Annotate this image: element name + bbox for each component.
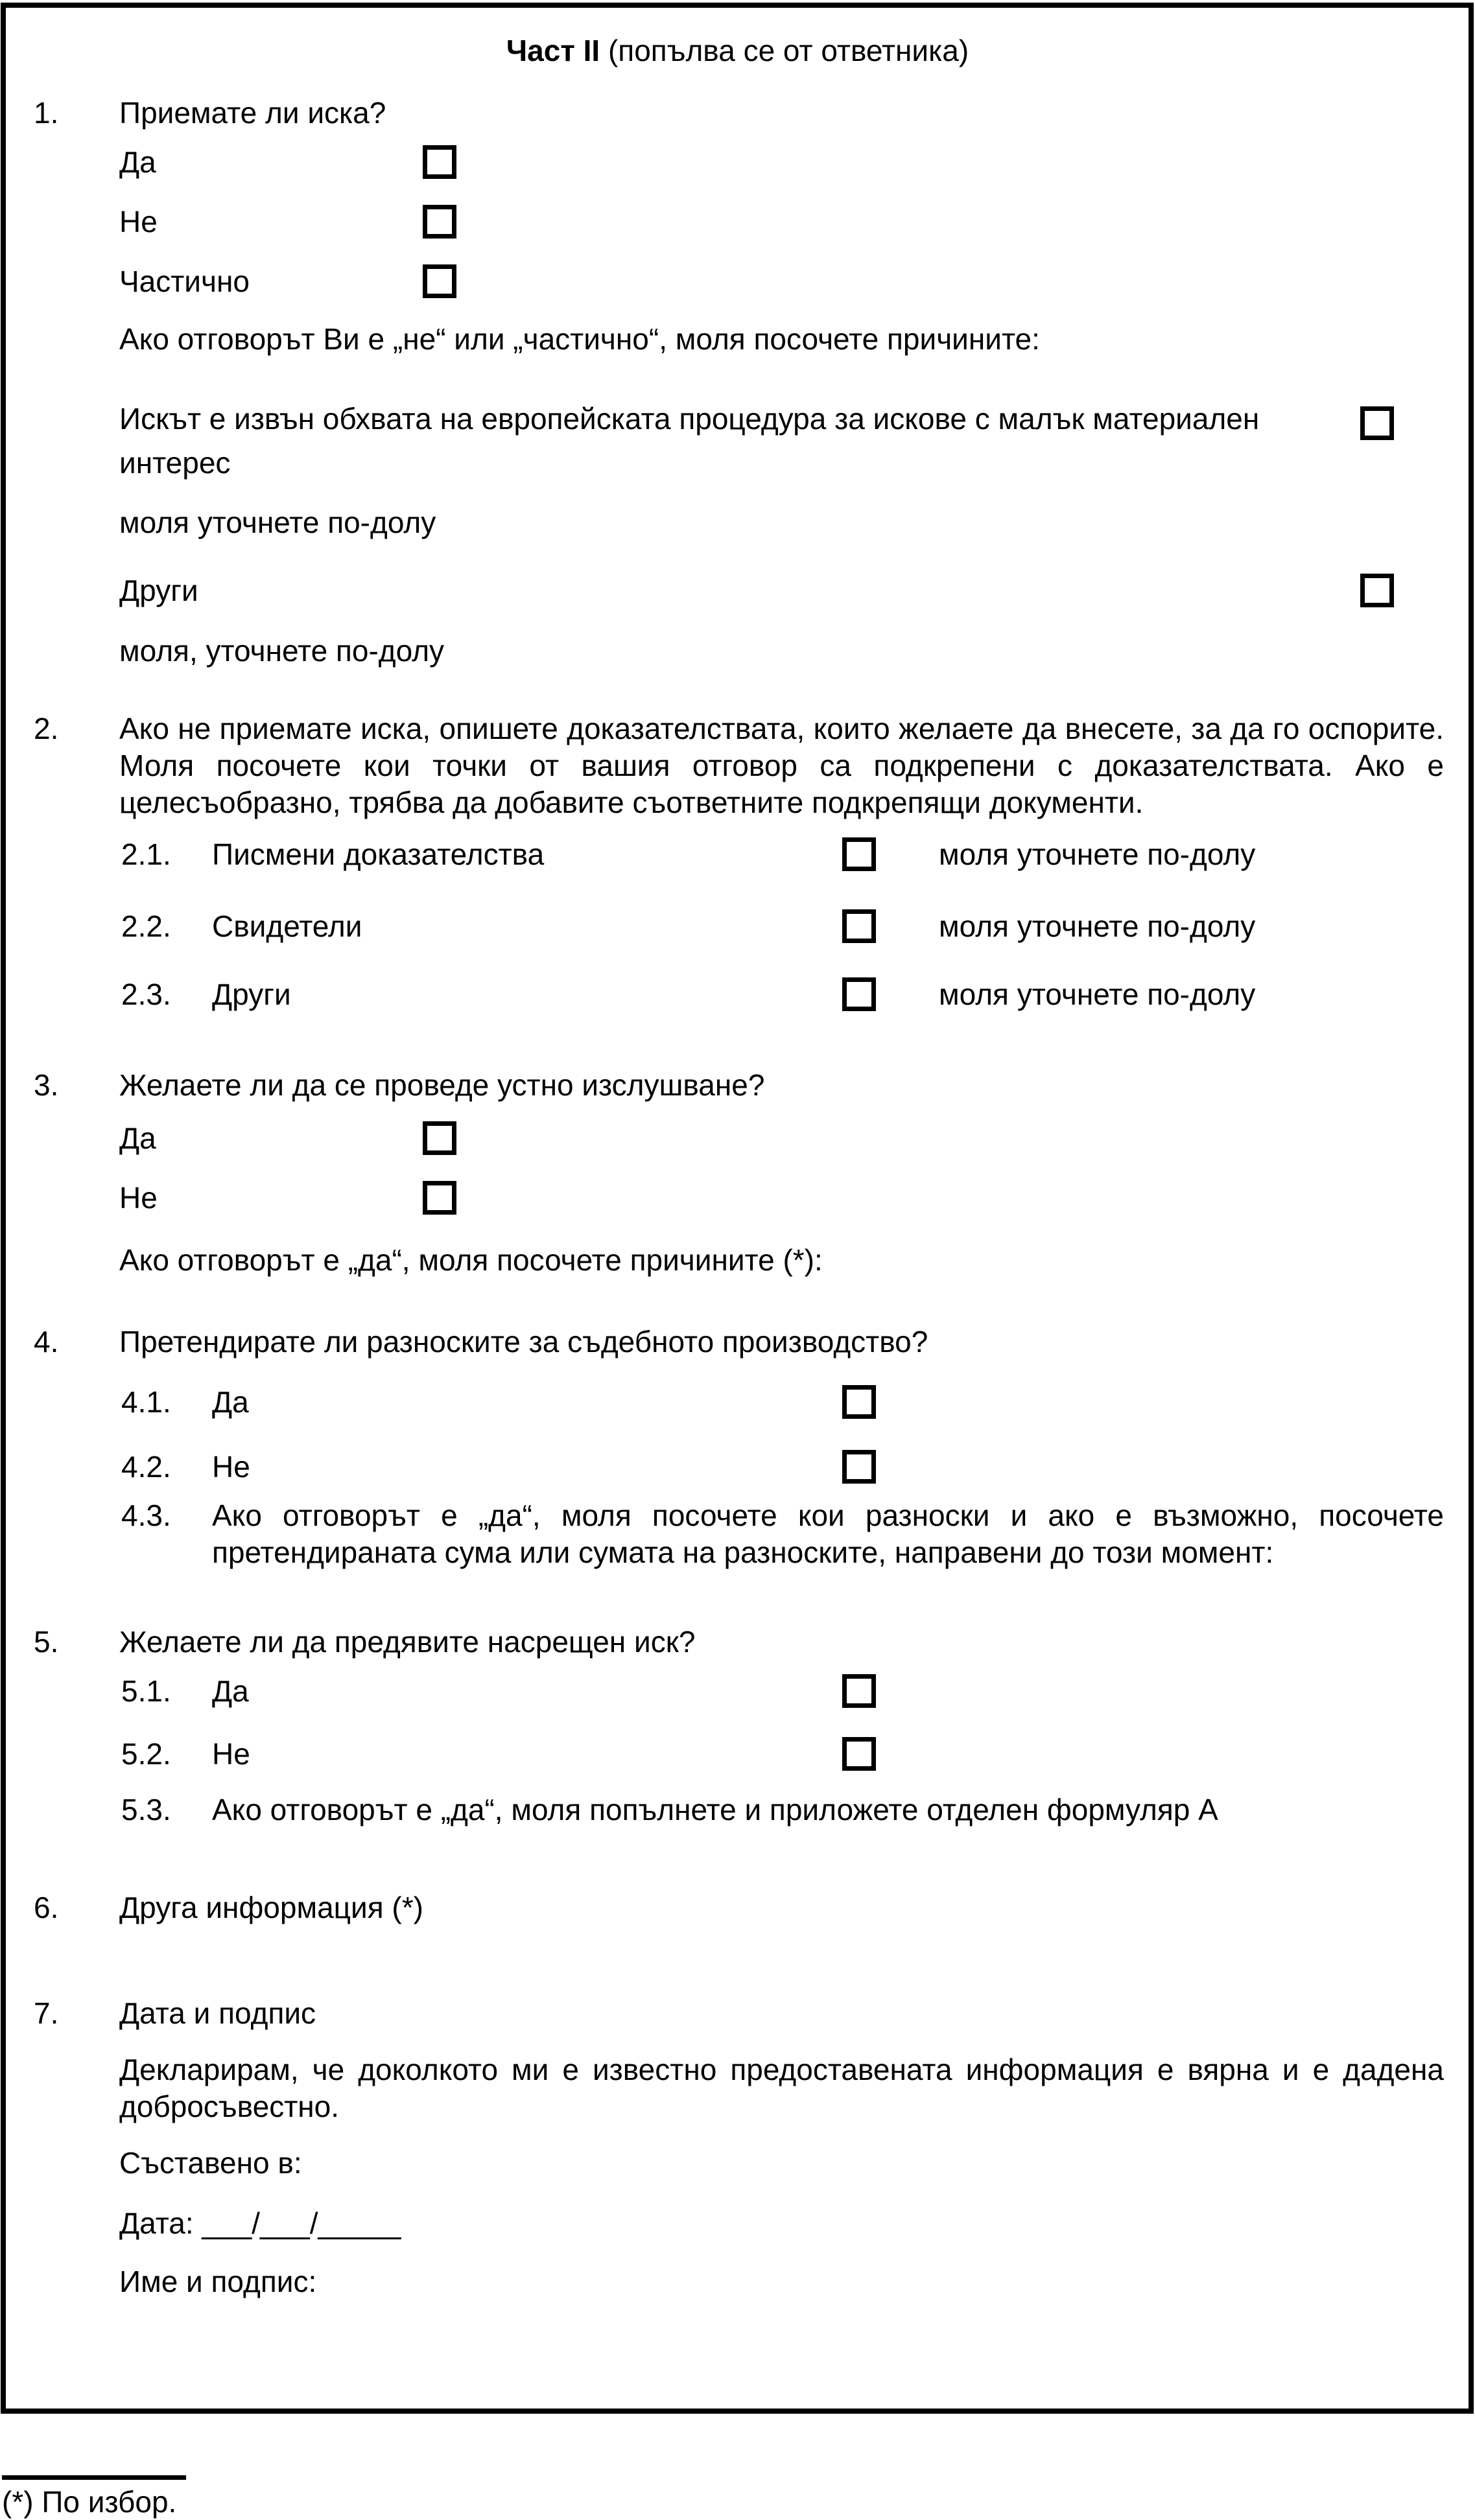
q7-made-in-text: Съставено в: bbox=[119, 2146, 302, 2180]
q5-no-checkbox[interactable] bbox=[842, 1737, 876, 1771]
q1-partially-checkbox[interactable] bbox=[423, 264, 456, 298]
q5-yes-checkbox[interactable] bbox=[842, 1674, 876, 1708]
q3-option-yes bbox=[0, 1121, 1475, 1155]
question-6-text: Друга информация (*) bbox=[119, 1891, 423, 1924]
q3-yes-checkbox[interactable] bbox=[423, 1121, 456, 1155]
q4-item-yes-number: 4.1. bbox=[121, 1385, 171, 1419]
q1-no-label: Не bbox=[119, 205, 158, 239]
question-6-number: 6. bbox=[34, 1891, 59, 1924]
q2-item-3-label: Други bbox=[212, 977, 291, 1011]
q2-item-1 bbox=[0, 837, 1475, 871]
q4-item-3-text: Ако отговорът е „да“, моля посочете кои разноски и ако е възможно, посочете претендираната сума или сумата на разноските, направени до този момент: bbox=[212, 1499, 1444, 1569]
q4-item-no-label: Не bbox=[212, 1450, 250, 1484]
q2-item-2-note: моля уточнете по-долу bbox=[939, 909, 1256, 943]
q1-reason-2-note-text: моля, уточнете по-долу bbox=[119, 634, 445, 668]
q2-item-2-checkbox[interactable] bbox=[842, 909, 876, 943]
page-title bbox=[0, 32, 1475, 69]
question-1-number: 1. bbox=[34, 96, 59, 130]
q3-option-no bbox=[0, 1181, 1475, 1215]
q2-item-1-note: моля уточнете по-долу bbox=[939, 837, 1256, 871]
question-3-number: 3. bbox=[34, 1068, 59, 1102]
q3-yes-label: Да bbox=[119, 1121, 156, 1155]
q5-item-3-number: 5.3. bbox=[121, 1793, 171, 1826]
q1-yes-label: Да bbox=[119, 145, 156, 179]
q2-item-3-checkbox[interactable] bbox=[842, 977, 876, 1011]
q1-yes-checkbox[interactable] bbox=[423, 145, 456, 179]
q2-item-3-number: 2.3. bbox=[121, 977, 171, 1011]
q1-reason-2-checkbox[interactable] bbox=[1360, 574, 1394, 607]
question-1-text: Приемате ли иска? bbox=[119, 96, 386, 130]
q1-reason-2-text: Други bbox=[119, 574, 198, 607]
q4-item-3-number: 4.3. bbox=[121, 1499, 171, 1532]
q2-item-3-note: моля уточнете по-долу bbox=[939, 977, 1256, 1011]
footnote: (*) По избор. bbox=[2, 2485, 177, 2519]
q5-item-yes-label: Да bbox=[212, 1674, 249, 1708]
q5-item-no-number: 5.2. bbox=[121, 1737, 171, 1771]
q1-reason-1-text: Искът е извън обхвата на европейската процедура за искове с малък материален интерес bbox=[119, 402, 1260, 480]
q5-item-yes-number: 5.1. bbox=[121, 1674, 171, 1708]
question-4-text: Претендирате ли разноските за съдебното производство? bbox=[119, 1325, 928, 1359]
q1-option-yes bbox=[0, 145, 1475, 179]
q2-item-2-label: Свидетели bbox=[212, 909, 362, 943]
q1-reason-2 bbox=[0, 574, 1475, 607]
question-4-number: 4. bbox=[34, 1325, 59, 1359]
question-7-text: Дата и подпис bbox=[119, 1996, 316, 2030]
q4-item-no-number: 4.2. bbox=[121, 1450, 171, 1484]
question-3-text: Желаете ли да се проведе устно изслушване? bbox=[119, 1068, 765, 1102]
q5-item-no bbox=[0, 1737, 1475, 1771]
q2-item-2 bbox=[0, 909, 1475, 943]
footnote-divider bbox=[2, 2475, 186, 2480]
question-5-text: Желаете ли да предявите насрещен иск? bbox=[119, 1625, 696, 1659]
q5-item-yes bbox=[0, 1674, 1475, 1708]
page-title-part: Част II bbox=[506, 34, 600, 67]
question-7-number: 7. bbox=[34, 1996, 59, 2030]
q7-date-line-text: Дата: ___/___/_____ bbox=[119, 2206, 401, 2240]
q1-partially-label: Частично bbox=[119, 264, 250, 298]
q2-item-3 bbox=[0, 977, 1475, 1011]
question-5-number: 5. bbox=[34, 1625, 59, 1659]
q1-no-checkbox[interactable] bbox=[423, 205, 456, 239]
q2-item-1-number: 2.1. bbox=[121, 837, 171, 871]
q7-name-signature-text: Име и подпис: bbox=[119, 2265, 317, 2298]
q1-condition-text: Ако отговорът Ви е „не“ или „частично“, моля посочете причините: bbox=[119, 322, 1040, 356]
q1-option-partially bbox=[0, 264, 1475, 298]
question-2-number: 2. bbox=[34, 712, 59, 745]
q4-item-yes bbox=[0, 1385, 1475, 1419]
q5-item-no-label: Не bbox=[212, 1737, 250, 1771]
q1-reason-1-note-text: моля уточнете по-долу bbox=[119, 506, 436, 539]
q1-reason-1-checkbox[interactable] bbox=[1360, 406, 1394, 440]
q4-item-yes-label: Да bbox=[212, 1385, 249, 1419]
q1-option-no bbox=[0, 205, 1475, 239]
page-title-suffix: (попълва се от ответника) bbox=[600, 34, 969, 67]
q2-item-1-checkbox[interactable] bbox=[842, 837, 876, 871]
q4-yes-checkbox[interactable] bbox=[842, 1385, 876, 1419]
q5-item-3-text: Ако отговорът е „да“, моля попълнете и приложете отделен формуляр А bbox=[212, 1793, 1218, 1826]
q4-item-no bbox=[0, 1450, 1475, 1484]
q4-no-checkbox[interactable] bbox=[842, 1450, 876, 1484]
q3-no-label: Не bbox=[119, 1181, 158, 1215]
q7-declaration-text: Декларирам, че доколкото ми е известно предоставената информация е вярна и е дадена добросъвестно. bbox=[119, 2053, 1444, 2123]
q3-no-checkbox[interactable] bbox=[423, 1181, 456, 1215]
q3-condition-text: Ако отговорът е „да“, моля посочете причините (*): bbox=[119, 1243, 823, 1277]
question-2-text: Ако не приемате иска, опишете доказателствата, които желаете да внесете, за да го оспорите. Моля посочете кои точки от вашия отговор са подкрепени с доказателствата. Ако е целесъобразно, трябва да добавите съответните подкрепящи документи. bbox=[119, 712, 1444, 819]
q2-item-1-label: Писмени доказателства bbox=[212, 837, 545, 871]
q2-item-2-number: 2.2. bbox=[121, 909, 171, 943]
